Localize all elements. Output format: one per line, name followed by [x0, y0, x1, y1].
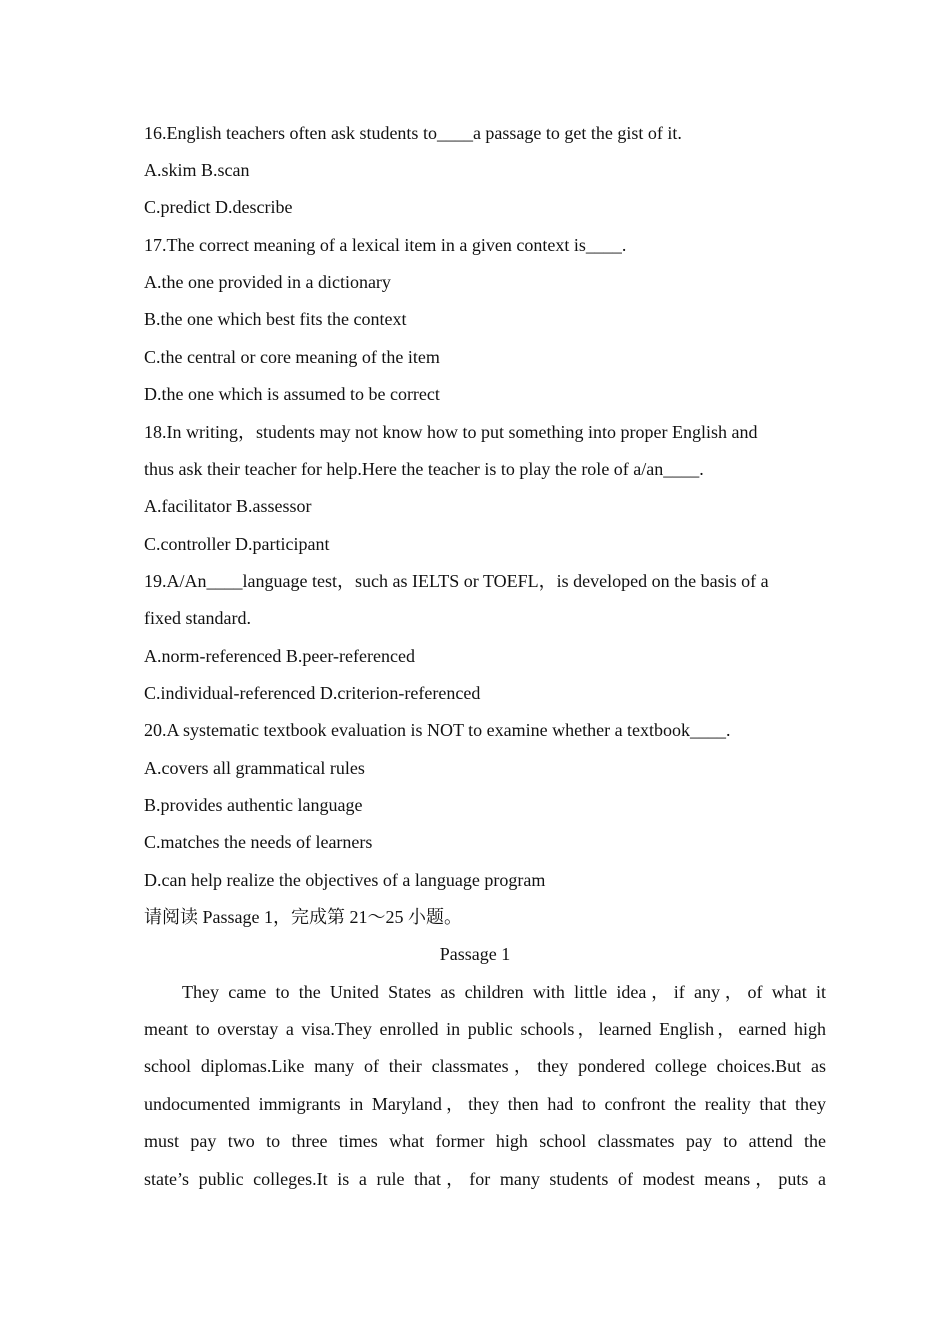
question-19-options-ab: A.norm-referenced B.peer-referenced — [144, 646, 415, 666]
question-17-option-c: C.the central or core meaning of the item — [144, 347, 440, 367]
question-18-options-cd: C.controller D.participant — [144, 534, 330, 554]
question-20-option-b: B.provides authentic language — [144, 795, 363, 815]
passage-line-2: meant to overstay a visa.They enrolled in public schools，learned English，earned high — [144, 1019, 826, 1039]
question-19-options-cd: C.individual-referenced D.criterion-referenced — [144, 683, 481, 703]
question-20-option-d: D.can help realize the objectives of a language program — [144, 870, 546, 890]
reading-instruction: 请阅读 Passage 1，完成第 21～25 小题。 — [144, 907, 462, 927]
passage-line-1: They came to the United States as children with little idea，if any，of what it — [182, 982, 826, 1002]
question-17-option-d: D.the one which is assumed to be correct — [144, 384, 440, 404]
question-16-options-ab: A.skim B.scan — [144, 160, 250, 180]
question-18-stem-line-2: thus ask their teacher for help.Here the teacher is to play the role of a/an____. — [144, 459, 704, 479]
passage-line-3: school diplomas.Like many of their classmates，they pondered college choices.But as — [144, 1056, 826, 1076]
passage-title: Passage 1 — [439, 944, 511, 964]
passage-line-6: state’s public colleges.It is a rule that，for many students of modest means，puts a — [144, 1169, 826, 1189]
question-17-stem: 17.The correct meaning of a lexical item in a given context is____. — [144, 235, 627, 255]
question-18-stem-line-1: 18.In writing，students may not know how to put something into proper English and — [144, 422, 758, 442]
question-17-option-a: A.the one provided in a dictionary — [144, 272, 391, 292]
question-18-options-ab: A.facilitator B.assessor — [144, 496, 312, 516]
question-19-stem-line-1: 19.A/An____language test，such as IELTS or TOEFL，is developed on the basis of a — [144, 571, 769, 591]
question-19-stem-line-2: fixed standard. — [144, 608, 251, 628]
question-20-option-a: A.covers all grammatical rules — [144, 758, 365, 778]
question-20-stem: 20.A systematic textbook evaluation is NOT to examine whether a textbook____. — [144, 720, 731, 740]
passage-line-4: undocumented immigrants in Maryland，they then had to confront the reality that they — [144, 1094, 826, 1114]
question-20-option-c: C.matches the needs of learners — [144, 832, 373, 852]
question-17-option-b: B.the one which best fits the context — [144, 309, 407, 329]
question-16-options-cd: C.predict D.describe — [144, 197, 293, 217]
question-16-stem: 16.English teachers often ask students to____a passage to get the gist of it. — [144, 123, 682, 143]
passage-line-5: must pay two to three times what former high school classmates pay to attend the — [144, 1131, 826, 1151]
